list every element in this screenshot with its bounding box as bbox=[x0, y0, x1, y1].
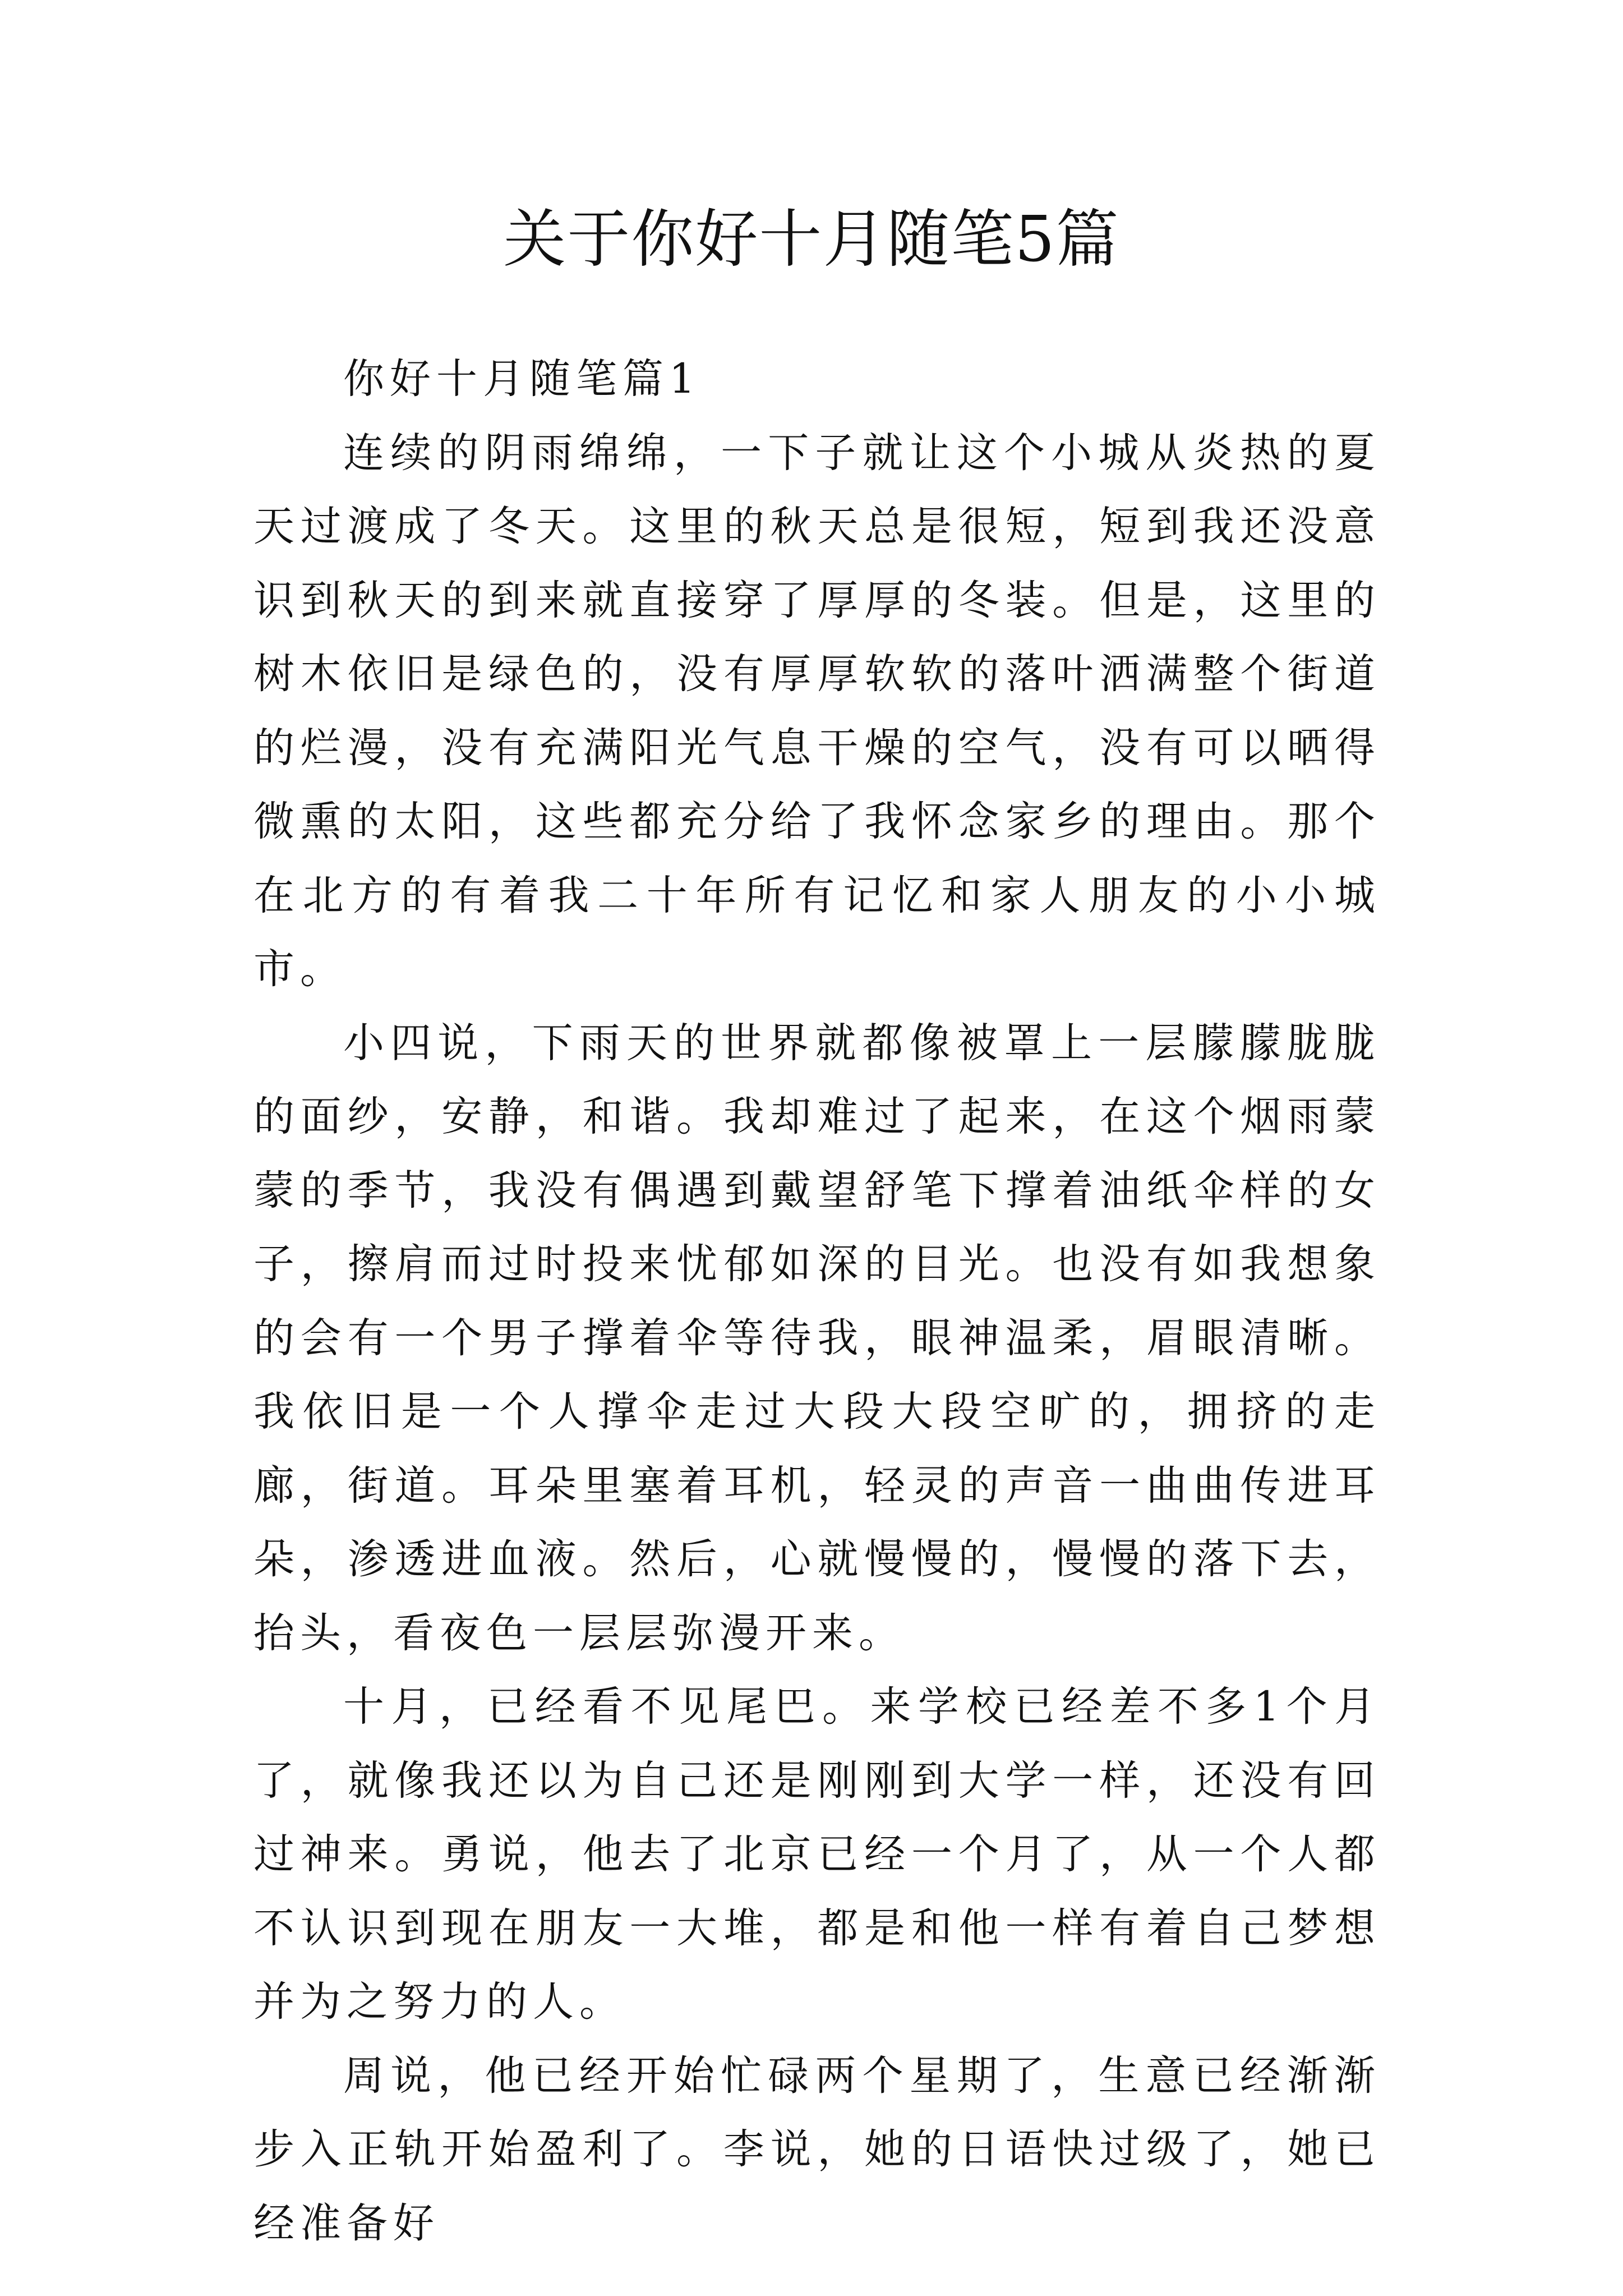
paragraph-3: 十月，已经看不见尾巴。来学校已经差不多1个月了，就像我还以为自己还是刚刚到大学一样，还没有回过神来。勇说，他去了北京已经一个月了，从一个人都不认识到现在朋友一大堆，都是和他一样有着自己梦想并为之努力的人。 bbox=[253, 1683, 1381, 2026]
section-heading: 你好十月随笔篇1 bbox=[343, 355, 701, 403]
paragraph-4: 周说，他已经开始忙碌两个星期了，生意已经渐渐步入正轨开始盈利了。李说，她的日语快过级了，她已经准备好 bbox=[253, 2051, 1381, 2247]
document-title: 关于你好十月随笔5篇 bbox=[503, 203, 1120, 276]
paragraph-2: 小四说，下雨天的世界就都像被罩上一层朦朦胧胧的面纱，安静，和谐。我却难过了起来，在这个烟雨蒙蒙的季节，我没有偶遇到戴望舒笔下撑着油纸伞样的女子，擦肩而过时投来忧郁如深的目光。也没有如我想象的会有一个男子撑着伞等待我，眼神温柔，眉眼清晰。我依旧是一个人撑伞走过大段大段空旷的，拥挤的走廊，街道。耳朵里塞着耳机，轻灵的声音一曲曲传进耳朵，渗透进血液。然后，心就慢慢的，慢慢的落下去，抬头，看夜色一层层弥漫开来。 bbox=[253, 1019, 1381, 1657]
paragraph-1: 连续的阴雨绵绵，一下子就让这个小城从炎热的夏天过渡成了冬天。这里的秋天总是很短，短到我还没意识到秋天的到来就直接穿了厚厚的冬装。但是，这里的树木依旧是绿色的，没有厚厚软软的落叶洒满整个街道的烂漫，没有充满阳光气息干燥的空气，没有可以晒得微熏的太阳，这些都充分给了我怀念家乡的理由。那个在北方的有着我二十年所有记忆和家人朋友的小小城市。 bbox=[253, 429, 1381, 993]
document-body bbox=[253, 342, 1381, 2260]
